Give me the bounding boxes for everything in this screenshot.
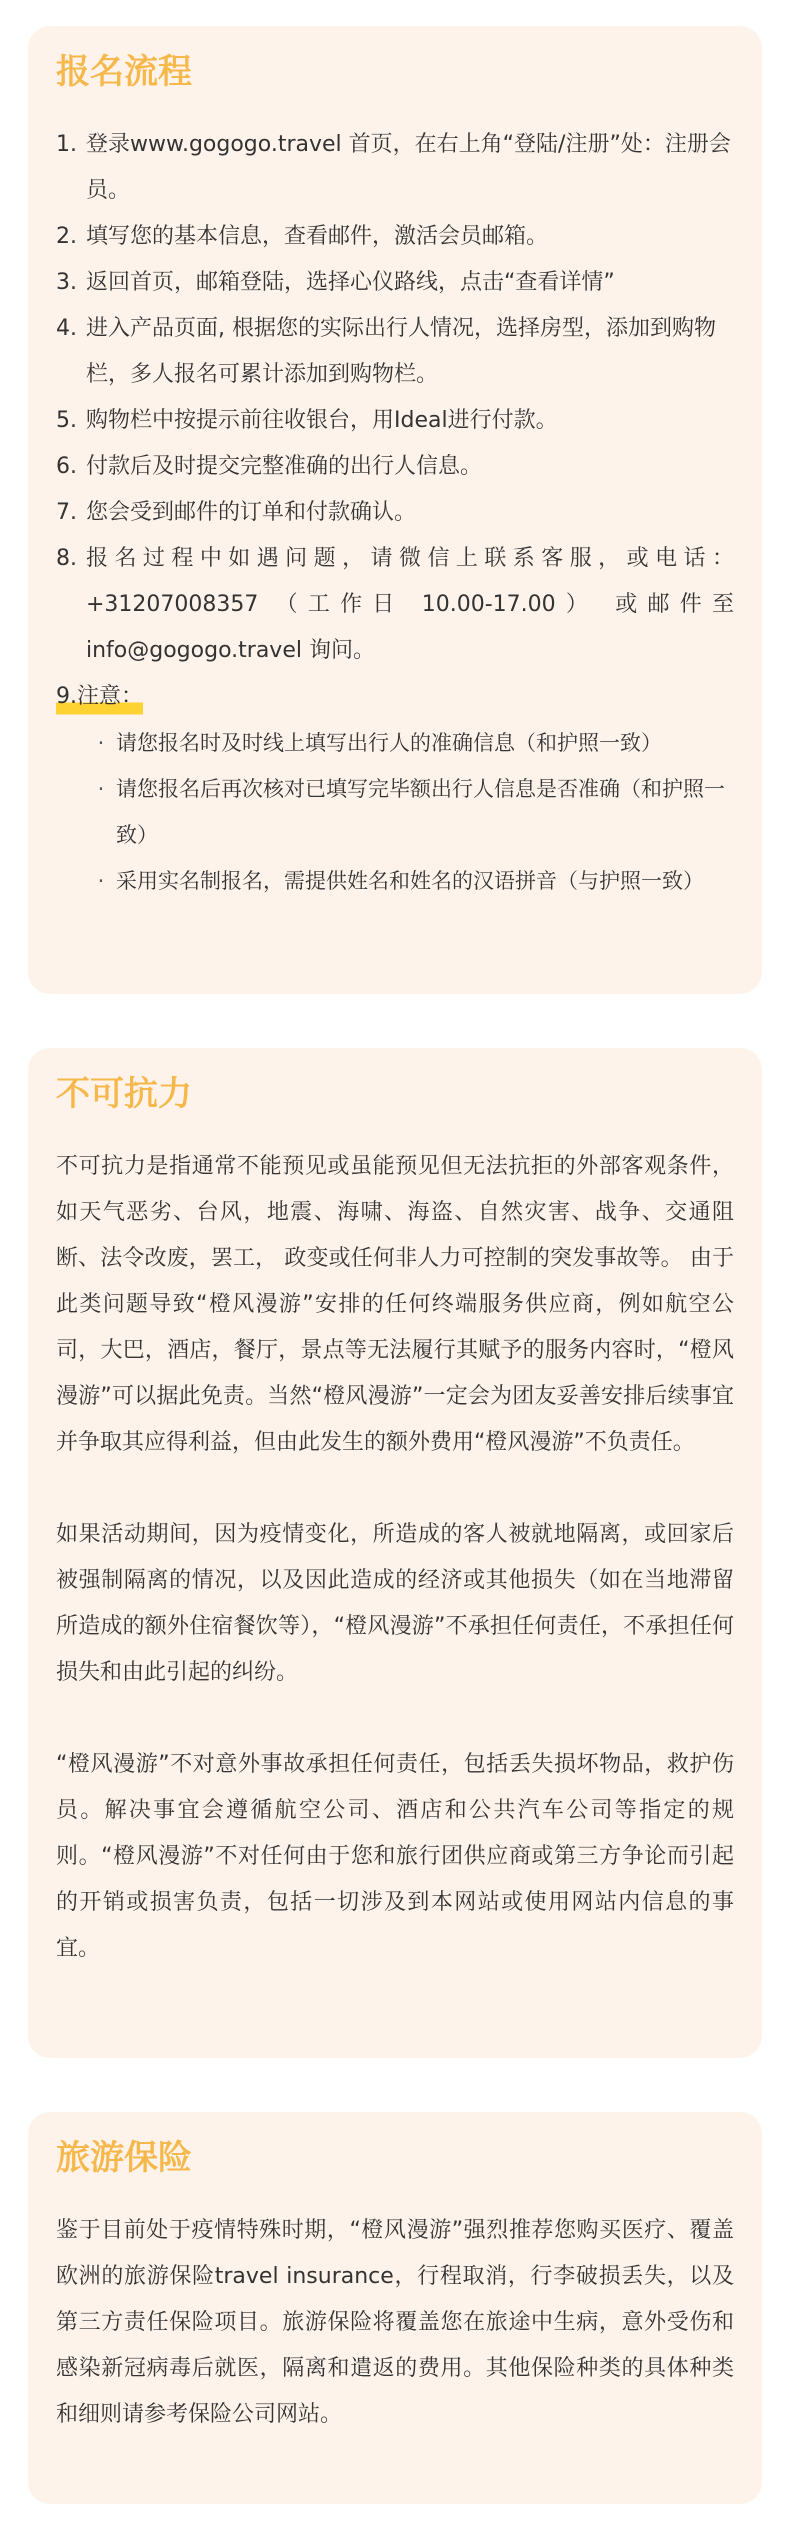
registration-steps [56,122,734,720]
step-item [56,122,734,214]
step-number: 5. [56,408,77,433]
step-number: 4. [56,316,77,341]
bullet-dot-icon: · [97,869,105,893]
note-text: 请您报名后再次核对已填写完毕额出行人信息是否准确（和护照一致） [116,777,725,847]
step-number: 3. [56,270,77,295]
force-majeure-paragraph: 如果活动期间，因为疫情变化，所造成的客人被就地隔离，或回家后被强制隔离的情况，以及因此造成的经济或其他损失（如在当地滞留所造成的额外住宿餐饮等），“橙风漫游”不承担任何责任，不承担任何损失和由此引起的纠纷。 [56,1522,734,1685]
step-text: 您会受到邮件的订单和付款确认。 [86,500,417,525]
force-majeure-card [28,1048,762,2058]
step-text: 登录www.gogogo.travel 首页，在右上角“登陆/注册”处：注册会员。 [86,132,731,203]
note-text: 请您报名时及时线上填写出行人的准确信息（和护照一致） [116,731,662,755]
step-text: 填写您的基本信息，查看邮件，激活会员邮箱。 [86,224,549,249]
step-number: 1. [56,132,77,157]
attention-item [56,674,734,720]
step-item [56,214,734,260]
step-text: 报名过程中如遇问题，请微信上联系客服，或电话：+31207008357 （工作日 10.00-17.00） 或邮件至 info@gogogo.travel 询问。 [86,546,734,663]
step-number: 7. [56,500,77,525]
attention-note [86,766,734,858]
step-number: 8. [56,546,77,571]
step-number: 2. [56,224,77,249]
step-item [56,444,734,490]
attention-label: 注意： [77,684,144,709]
force-majeure-paragraph: “橙风漫游”不对意外事故承担任何责任，包括丢失损坏物品，救护伤员。解决事宜会遵循航空公司、酒店和公共汽车公司等指定的规则。“橙风漫游”不对任何由于您和旅行团供应商或第三方争论而引起的开销或损害负责，包括一切涉及到本网站或使用网站内信息的事宜。 [56,1752,734,1961]
bullet-dot-icon: · [97,731,105,755]
step-item [56,306,734,398]
registration-card [28,26,762,994]
attention-note [86,720,734,766]
force-majeure-title: 不可抗力 [56,1074,192,1114]
insurance-paragraph: 鉴于目前处于疫情特殊时期，“橙风漫游”强烈推荐您购买医疗、覆盖欧洲的旅游保险travel insurance，行程取消，行李破损丢失，以及第三方责任保险项目。旅游保险将覆盖您在旅途中生病，意外受伤和感染新冠病毒后就医，隔离和遣返的费用。其他保险种类的具体种类和细则请参考保险公司网站。 [56,2218,734,2427]
step-item [56,536,734,674]
step-item [56,490,734,536]
insurance-title: 旅游保险 [56,2138,192,2178]
attention-number: 9. [56,684,77,709]
step-text: 返回首页，邮箱登陆，选择心仪路线，点击“查看详情” [86,270,615,295]
note-text: 采用实名制报名，需提供姓名和姓名的汉语拼音（与护照一致） [116,869,704,893]
force-majeure-paragraph: 不可抗力是指通常不能预见或虽能预见但无法抗拒的外部客观条件，如天气恶劣、台风，地震、海啸、海盗、自然灾害、战争、交通阻断、法令改废，罢工， 政变或任何非人力可控制的突发事故等。 由于此类问题导致“橙风漫游”安排的任何终端服务供应商，例如航空公司，大巴，酒店，餐厅，景点等无法履行其赋予的服务内容时，“橙风漫游”可以据此免责。当然“橙风漫游”一定会为团友妥善安排后续事宜并争取其应得利益，但由此发生的额外费用“橙风漫游”不负责任。 [56,1154,734,1455]
step-number: 6. [56,454,77,479]
step-item [56,260,734,306]
attention-notes [56,720,734,904]
insurance-card [28,2112,762,2504]
step-text: 付款后及时提交完整准确的出行人信息。 [86,454,483,479]
bullet-dot-icon: · [97,777,105,801]
step-text: 进入产品页面, 根据您的实际出行人情况，选择房型，添加到购物栏，多人报名可累计添加到购物栏。 [86,316,716,387]
step-item [56,398,734,444]
attention-heading [56,674,143,720]
registration-title: 报名流程 [56,52,192,92]
attention-note [86,858,734,904]
step-text: 购物栏中按提示前往收银台，用Ideal进行付款。 [86,408,558,433]
